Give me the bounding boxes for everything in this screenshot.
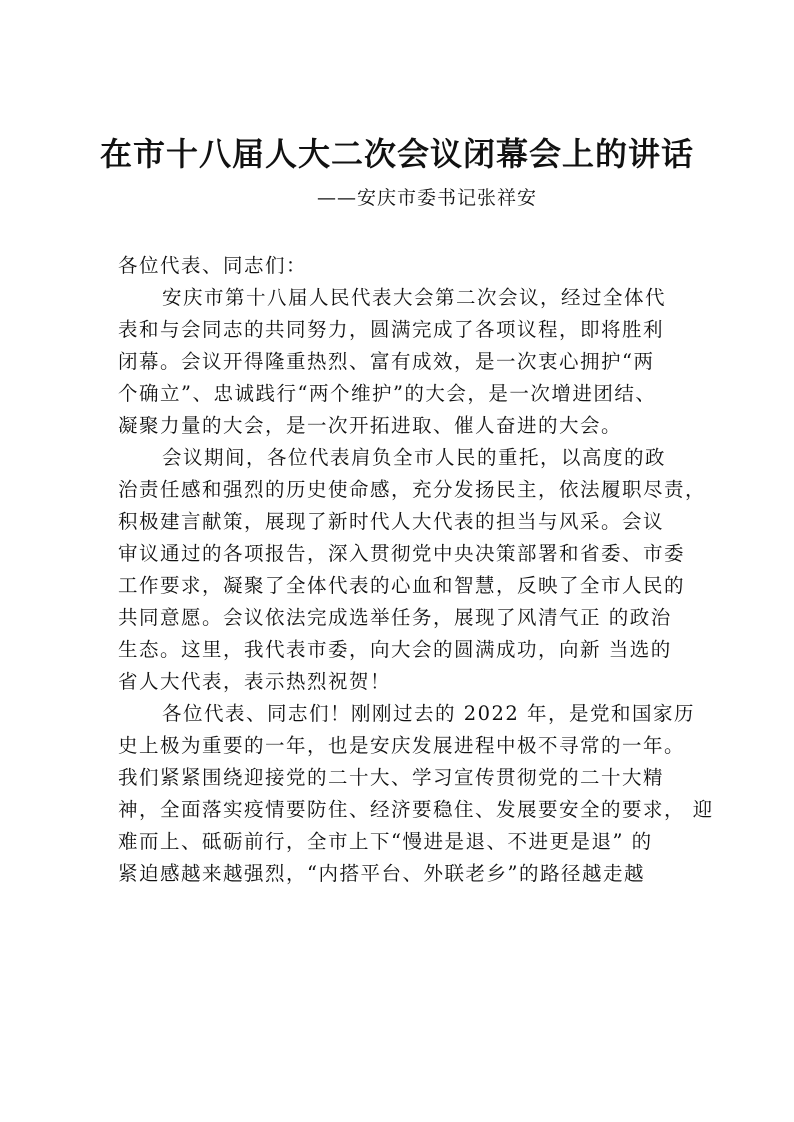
body-line: 史上极为重要的一年，也是安庆发展进程中极不寻常的一年。	[118, 734, 686, 757]
body-line: 积极建言献策，展现了新时代人大代表的担当与风采。会议	[118, 510, 665, 533]
body-line: 各位代表、同志们！刚刚过去的 2022 年，是党和国家历	[162, 702, 696, 725]
body-line: 安庆市第十八届人民代表大会第二次会议，经过全体代	[162, 286, 667, 309]
body-line: 难而上、砥砺前行，全市上下“慢进是退、不进更是退” 的	[118, 830, 653, 853]
body-line: 审议通过的各项报告，深入贯彻党中央决策部署和省委、市委	[118, 542, 686, 565]
body-line: 治责任感和强烈的历史使命感，充分发扬民主，依法履职尽责，	[118, 478, 707, 501]
body-line: 工作要求，凝聚了全体代表的心血和智慧，反映了全市人民的	[118, 574, 686, 597]
body-line: 凝聚力量的大会，是一次开拓进取、催人奋进的大会。	[118, 414, 623, 437]
document-subtitle: ——安庆市委书记张祥安	[316, 187, 537, 209]
body-line: 生态。这里，我代表市委，向大会的圆满成功，向新 当选的	[118, 638, 672, 661]
body-line: 表和与会同志的共同努力，圆满完成了各项议程，即将胜利	[118, 318, 665, 341]
body-line: 我们紧紧围绕迎接党的二十大、学习宣传贯彻党的二十大精	[118, 766, 665, 789]
salutation: 各位代表、同志们：	[118, 254, 308, 277]
body-line: 个确立”、忠诚践行“两个维护”的大会，是一次增进团结、	[118, 382, 657, 405]
body-line: 闭幕。会议开得隆重热烈、富有成效，是一次衷心拥护“两	[118, 350, 655, 373]
body-line: 神，全面落实疫情要防住、经济要稳住、发展要安全的要求， 迎	[118, 798, 714, 821]
body-line: 紧迫感越来越强烈，“内搭平台、外联老乡”的路径越走越	[118, 862, 645, 885]
body-line: 会议期间，各位代表肩负全市人民的重托，以高度的政	[162, 446, 667, 469]
document-body	[118, 250, 714, 890]
document-title: 在市十八届人大二次会议闭幕会上的讲话	[99, 135, 694, 173]
body-line: 省人大代表，表示热烈祝贺！	[118, 670, 392, 693]
body-line: 共同意愿。会议依法完成选举任务，展现了风清气正 的政治	[118, 606, 672, 629]
